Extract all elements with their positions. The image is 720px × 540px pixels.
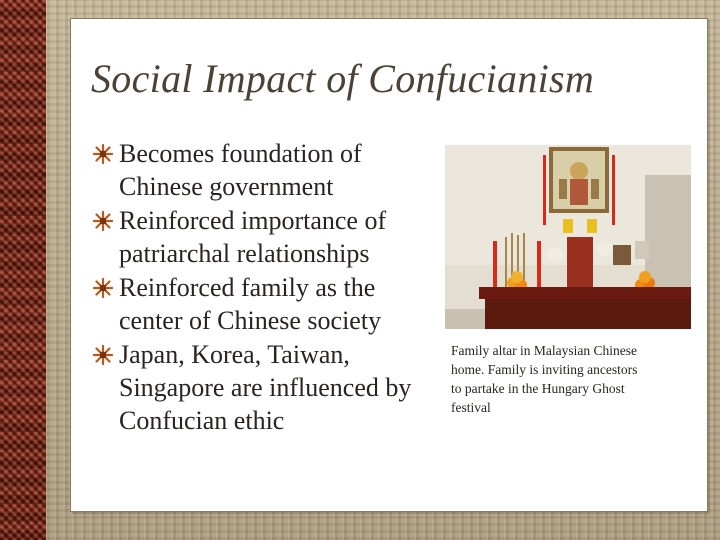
bullet-item [93, 271, 443, 337]
family-altar-photo [445, 145, 691, 329]
decorative-side-strip [0, 0, 46, 540]
asterisk-star-icon [93, 211, 113, 231]
slide-title: Social Impact of Confucianism [91, 56, 595, 101]
bullet-text: Reinforced family as the center of Chinese society [119, 273, 382, 335]
bullet-text: Japan, Korea, Taiwan, Singapore are influenced by Confucian ethic [119, 340, 412, 435]
asterisk-star-icon [93, 345, 113, 365]
bullet-text: Becomes foundation of Chinese government [119, 139, 362, 201]
bullet-list [93, 137, 443, 438]
asterisk-star-icon [93, 278, 113, 298]
bullet-item [93, 137, 443, 203]
bullet-item [93, 338, 443, 437]
altar-illustration [445, 145, 691, 329]
bullet-text: Reinforced importance of patriarchal relationships [119, 206, 387, 268]
slide-panel [70, 18, 708, 512]
asterisk-star-icon [93, 144, 113, 164]
bullet-item [93, 204, 443, 270]
photo-caption: Family altar in Malaysian Chinese home. Family is inviting ancestors to partake in the Hungary Ghost festival [451, 343, 638, 415]
